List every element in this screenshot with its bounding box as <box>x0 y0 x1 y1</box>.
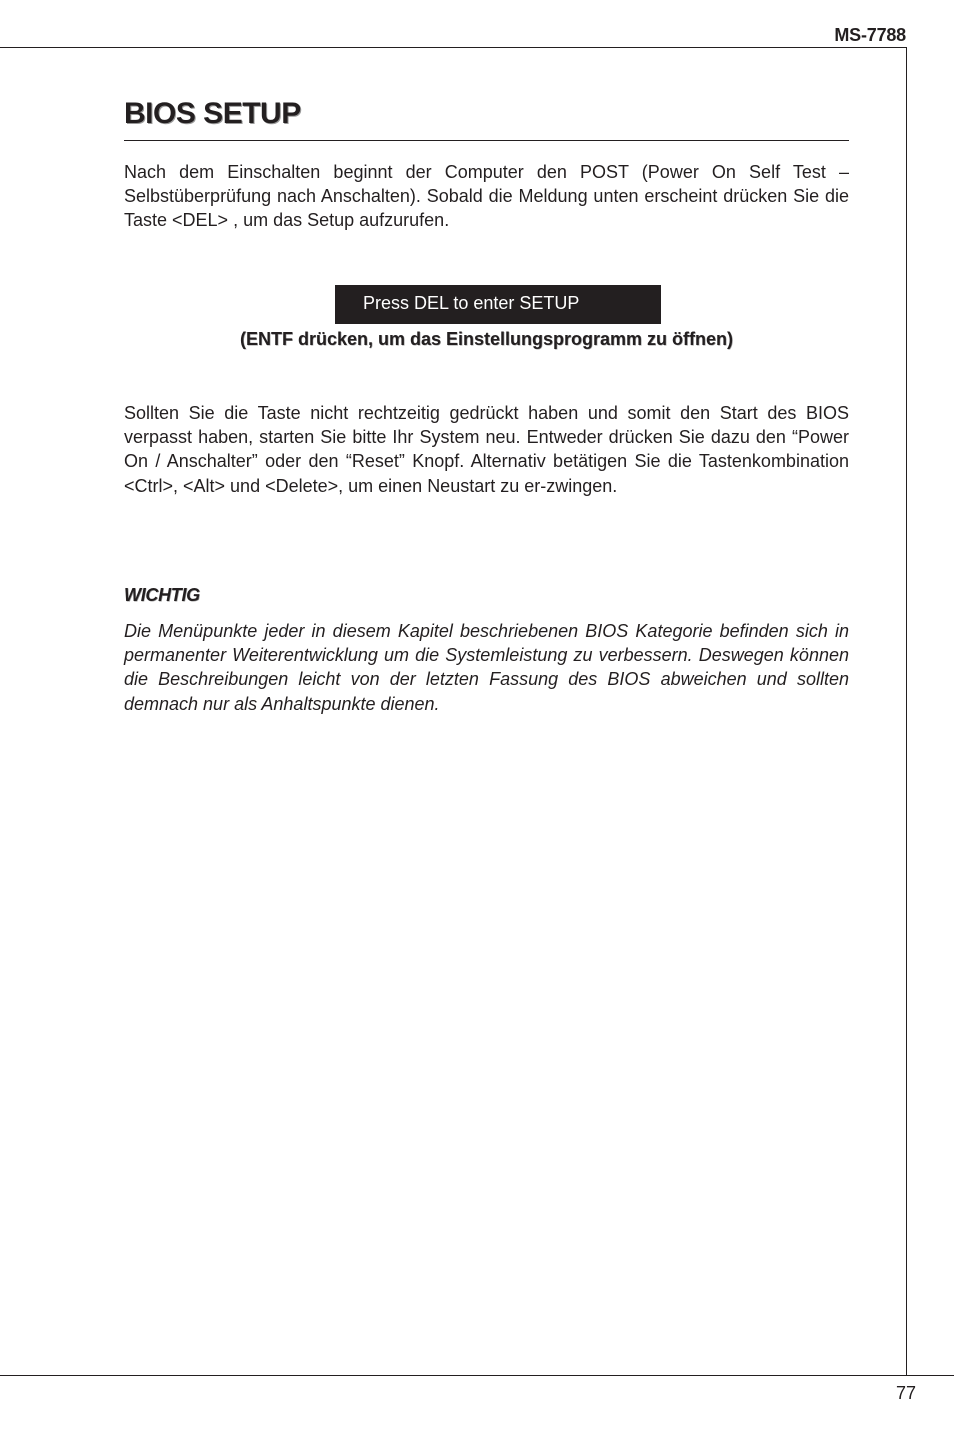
bios-prompt-message: Press DEL to enter SETUP <box>363 293 580 313</box>
model-number: MS-7788 <box>834 25 906 45</box>
important-heading: WICHTIG <box>124 585 200 605</box>
title-underline <box>124 140 849 141</box>
restart-paragraph: Sollten Sie die Taste nicht rechtzeitig gedrückt haben und somit den Start des BIOS verpasst haben, starten Sie bitte Ihr System neu. Entweder drücken Sie dazu den “Power On / Anschalter” oder den “Reset” Knopf. Alternativ betätigen Sie die Tastenkombination <Ctrl>, <Alt> und <Delete>, um einen Neustart zu er-zwingen. <box>124 403 849 496</box>
footer-rule <box>0 1375 954 1376</box>
side-rule <box>906 47 907 1376</box>
header-rule <box>0 47 907 48</box>
intro-paragraph: Nach dem Einschalten beginnt der Computer den POST (Power On Self Test – Selbstüberprüfung nach Anschalten). Sobald die Meldung unten erscheint drücken Sie die Taste <DEL> , um das Setup aufzurufen. <box>124 162 849 231</box>
important-note: Die Menüpunkte jeder in diesem Kapitel beschriebenen BIOS Kategorie befinden sich in permanenter Weiterentwicklung um die Systemleistung zu verbessern. Deswegen können die Beschreibungen leicht von der letzten Fassung des BIOS abweichen und sollten demnach nur als Anhaltspunkte dienen. <box>124 621 849 714</box>
bios-prompt-box <box>335 285 661 324</box>
bios-prompt-caption: (ENTF drücken, um das Einstellungsprogramm zu öffnen) <box>239 329 734 349</box>
section-title: BIOS SETUP <box>124 97 301 130</box>
page-number: 77 <box>895 1383 916 1403</box>
